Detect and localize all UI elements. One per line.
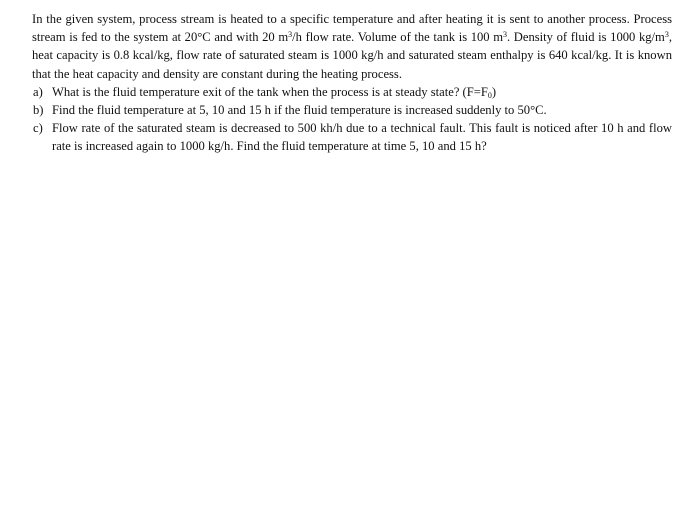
question-part-b [32,101,672,119]
cubic-exponent-3: 3 [664,30,669,40]
question-part-a [32,83,672,101]
part-text-a [52,83,672,101]
part-text-c: Flow rate of the saturated steam is decreased to 500 kh/h due to a technical fault. This fault is noticed after 10 h and flow rate is increased again to 1000 kg/h. Find the fluid temperature at time 5, 10 and 15 h? [52,121,672,154]
cubic-exponent-1: 3 [288,30,293,40]
part-marker-a: a) [33,84,43,99]
part-marker-b: b) [33,103,44,118]
intro-text-2: /h flow rate. Volume of the tank is 100 m [292,30,504,45]
part-a-tail: ) [491,84,497,99]
intro-text-4: , heat capacity is 0.8 kcal/kg, flow rate of saturated steam is 1000 kg/h and saturated steam enthalpy is 640 kcal/kg. It is known that the heat capacity and density are constant during the heating process. [32,30,673,81]
part-text-b: Find the fluid temperature at 5, 10 and 15 h if the fluid temperature is increased suddenly to 50°C. [52,103,547,118]
part-marker-c: c) [33,121,43,136]
problem-statement [32,10,672,156]
question-parts [32,83,672,156]
intro-text-3: . Density of fluid is 1000 kg/m [507,30,665,45]
intro-text-1: In the given system, process stream is heated to a specific temperature and after heating it is sent to another process. Process stream is fed to the system at 20°C and with 20 m [32,12,672,45]
question-part-c [32,119,672,155]
part-a-subscript: 0 [487,90,492,100]
part-a-question: What is the fluid temperature exit of the tank when the process is at steady state? (F=F [52,84,488,99]
problem-intro [32,10,672,83]
cubic-exponent-2: 3 [503,30,508,40]
